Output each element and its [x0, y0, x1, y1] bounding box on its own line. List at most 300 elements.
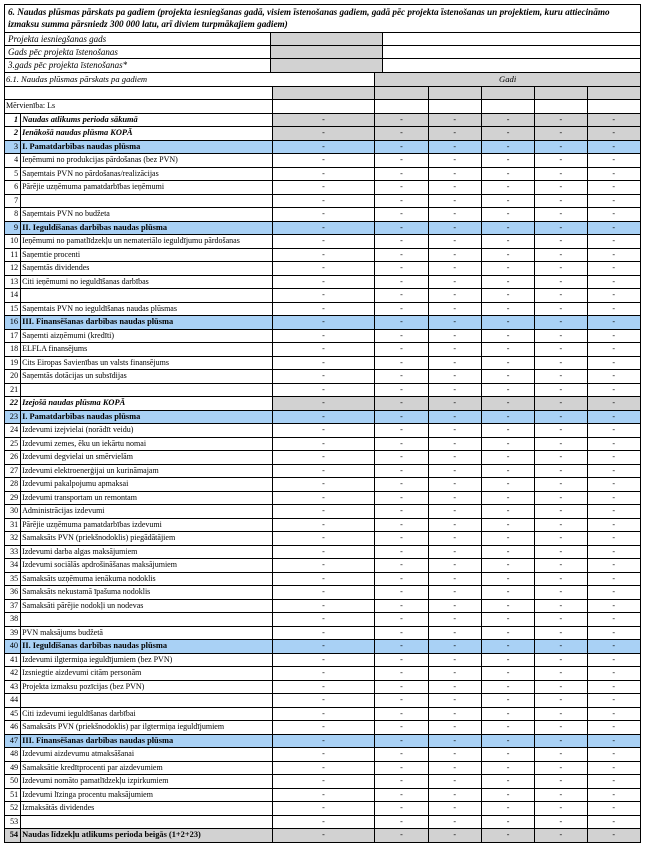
value-cell[interactable]: - — [375, 788, 428, 802]
value-cell[interactable]: - — [535, 437, 587, 451]
value-cell[interactable]: - — [375, 208, 428, 222]
value-cell[interactable]: - — [272, 437, 375, 451]
value-cell[interactable]: - — [587, 208, 640, 222]
value-cell[interactable]: - — [535, 829, 587, 843]
value-cell[interactable]: - — [481, 694, 534, 708]
value-cell[interactable]: - — [428, 451, 481, 465]
value-cell[interactable]: - — [375, 626, 428, 640]
value-cell[interactable]: - — [587, 181, 640, 195]
value-cell[interactable]: - — [587, 572, 640, 586]
value-cell[interactable]: - — [272, 721, 375, 735]
value-cell[interactable]: - — [587, 788, 640, 802]
value-cell[interactable]: - — [587, 775, 640, 789]
value-cell[interactable]: - — [272, 262, 375, 276]
value-cell[interactable]: - — [375, 154, 428, 168]
value-cell[interactable]: - — [535, 640, 587, 654]
value-cell[interactable]: - — [481, 586, 534, 600]
value-cell[interactable]: - — [535, 518, 587, 532]
value-cell[interactable]: - — [535, 680, 587, 694]
value-cell[interactable]: - — [428, 518, 481, 532]
value-cell[interactable]: - — [272, 478, 375, 492]
value-cell[interactable]: - — [428, 613, 481, 627]
value-cell[interactable]: - — [375, 734, 428, 748]
value-cell[interactable]: - — [535, 478, 587, 492]
value-cell[interactable]: - — [428, 208, 481, 222]
value-cell[interactable]: - — [272, 383, 375, 397]
value-cell[interactable]: - — [481, 397, 534, 411]
value-cell[interactable]: - — [375, 262, 428, 276]
value-cell[interactable]: - — [375, 586, 428, 600]
value-cell[interactable]: - — [375, 248, 428, 262]
value-cell[interactable]: - — [535, 653, 587, 667]
value-cell[interactable]: - — [587, 167, 640, 181]
value-cell[interactable]: - — [428, 289, 481, 303]
value-cell[interactable]: - — [481, 248, 534, 262]
value-cell[interactable]: - — [481, 167, 534, 181]
value-cell[interactable]: - — [375, 505, 428, 519]
value-cell[interactable]: - — [375, 653, 428, 667]
value-cell[interactable]: - — [481, 113, 534, 127]
value-cell[interactable]: - — [428, 194, 481, 208]
value-cell[interactable]: - — [428, 410, 481, 424]
value-cell[interactable]: - — [272, 653, 375, 667]
value-cell[interactable]: - — [481, 532, 534, 546]
value-cell[interactable]: - — [481, 464, 534, 478]
value-cell[interactable]: - — [481, 289, 534, 303]
value-cell[interactable]: - — [535, 802, 587, 816]
value-cell[interactable]: - — [272, 113, 375, 127]
value-cell[interactable]: - — [535, 181, 587, 195]
year-column-header[interactable] — [428, 86, 481, 100]
value-cell[interactable]: - — [481, 640, 534, 654]
value-cell[interactable]: - — [481, 572, 534, 586]
value-cell[interactable]: - — [481, 761, 534, 775]
value-cell[interactable]: - — [481, 518, 534, 532]
value-cell[interactable]: - — [535, 599, 587, 613]
value-cell[interactable]: - — [535, 532, 587, 546]
value-cell[interactable]: - — [428, 532, 481, 546]
value-cell[interactable]: - — [587, 667, 640, 681]
value-cell[interactable]: - — [587, 397, 640, 411]
value-cell[interactable]: - — [272, 815, 375, 829]
value-cell[interactable]: - — [272, 775, 375, 789]
value-cell[interactable]: - — [587, 329, 640, 343]
value-cell[interactable]: - — [535, 815, 587, 829]
value-cell[interactable]: - — [272, 275, 375, 289]
value-cell[interactable]: - — [481, 424, 534, 438]
value-cell[interactable]: - — [375, 478, 428, 492]
value-cell[interactable]: - — [428, 829, 481, 843]
value-cell[interactable]: - — [272, 235, 375, 249]
value-cell[interactable]: - — [375, 275, 428, 289]
value-cell[interactable]: - — [375, 181, 428, 195]
value-cell[interactable]: - — [428, 478, 481, 492]
value-cell[interactable]: - — [428, 640, 481, 654]
value-cell[interactable]: - — [587, 491, 640, 505]
value-cell[interactable]: - — [428, 262, 481, 276]
value-cell[interactable]: - — [587, 464, 640, 478]
value-cell[interactable]: - — [428, 707, 481, 721]
value-cell[interactable]: - — [481, 140, 534, 154]
value-cell[interactable]: - — [587, 289, 640, 303]
value-cell[interactable]: - — [481, 410, 534, 424]
value-cell[interactable]: - — [272, 316, 375, 330]
value-cell[interactable]: - — [428, 302, 481, 316]
value-cell[interactable]: - — [375, 680, 428, 694]
value-cell[interactable]: - — [535, 248, 587, 262]
value-cell[interactable]: - — [587, 532, 640, 546]
value-cell[interactable]: - — [428, 356, 481, 370]
value-cell[interactable]: - — [375, 667, 428, 681]
value-cell[interactable]: - — [272, 788, 375, 802]
value-cell[interactable]: - — [272, 194, 375, 208]
value-cell[interactable]: - — [587, 721, 640, 735]
value-cell[interactable]: - — [535, 667, 587, 681]
value-cell[interactable]: - — [428, 626, 481, 640]
value-cell[interactable]: - — [428, 140, 481, 154]
value-cell[interactable]: - — [481, 788, 534, 802]
value-cell[interactable]: - — [428, 572, 481, 586]
value-cell[interactable]: - — [272, 410, 375, 424]
value-cell[interactable]: - — [587, 761, 640, 775]
value-cell[interactable]: - — [428, 815, 481, 829]
value-cell[interactable]: - — [587, 802, 640, 816]
value-cell[interactable]: - — [587, 424, 640, 438]
value-cell[interactable]: - — [481, 316, 534, 330]
value-cell[interactable]: - — [272, 221, 375, 235]
value-cell[interactable]: - — [428, 383, 481, 397]
value-cell[interactable]: - — [272, 154, 375, 168]
value-cell[interactable]: - — [481, 545, 534, 559]
value-cell[interactable]: - — [375, 424, 428, 438]
value-cell[interactable]: - — [587, 235, 640, 249]
value-cell[interactable]: - — [428, 491, 481, 505]
value-cell[interactable]: - — [481, 194, 534, 208]
value-cell[interactable]: - — [481, 613, 534, 627]
value-cell[interactable]: - — [428, 248, 481, 262]
value-cell[interactable]: - — [375, 235, 428, 249]
info-value-cell[interactable] — [271, 59, 383, 72]
value-cell[interactable]: - — [587, 478, 640, 492]
value-cell[interactable]: - — [272, 626, 375, 640]
value-cell[interactable]: - — [375, 383, 428, 397]
value-cell[interactable]: - — [272, 464, 375, 478]
value-cell[interactable]: - — [587, 815, 640, 829]
value-cell[interactable]: - — [535, 275, 587, 289]
value-cell[interactable]: - — [535, 262, 587, 276]
value-cell[interactable]: - — [428, 181, 481, 195]
value-cell[interactable]: - — [481, 235, 534, 249]
value-cell[interactable]: - — [272, 289, 375, 303]
value-cell[interactable]: - — [481, 505, 534, 519]
value-cell[interactable]: - — [587, 410, 640, 424]
value-cell[interactable]: - — [587, 343, 640, 357]
value-cell[interactable]: - — [272, 734, 375, 748]
value-cell[interactable]: - — [272, 491, 375, 505]
value-cell[interactable]: - — [587, 370, 640, 384]
value-cell[interactable]: - — [375, 343, 428, 357]
value-cell[interactable]: - — [535, 208, 587, 222]
value-cell[interactable]: - — [481, 667, 534, 681]
value-cell[interactable]: - — [375, 559, 428, 573]
value-cell[interactable]: - — [428, 802, 481, 816]
value-cell[interactable]: - — [481, 748, 534, 762]
value-cell[interactable]: - — [428, 464, 481, 478]
value-cell[interactable]: - — [535, 140, 587, 154]
value-cell[interactable]: - — [428, 113, 481, 127]
value-cell[interactable]: - — [428, 721, 481, 735]
value-cell[interactable]: - — [587, 140, 640, 154]
year-column-header[interactable] — [375, 86, 428, 100]
value-cell[interactable]: - — [481, 154, 534, 168]
value-cell[interactable]: - — [375, 640, 428, 654]
value-cell[interactable]: - — [535, 748, 587, 762]
value-cell[interactable]: - — [535, 451, 587, 465]
value-cell[interactable]: - — [535, 734, 587, 748]
value-cell[interactable]: - — [481, 275, 534, 289]
value-cell[interactable]: - — [535, 424, 587, 438]
value-cell[interactable]: - — [587, 154, 640, 168]
value-cell[interactable]: - — [272, 167, 375, 181]
value-cell[interactable]: - — [272, 545, 375, 559]
value-cell[interactable]: - — [535, 221, 587, 235]
value-cell[interactable]: - — [375, 599, 428, 613]
year-column-header[interactable] — [535, 86, 587, 100]
value-cell[interactable]: - — [272, 680, 375, 694]
value-cell[interactable]: - — [272, 302, 375, 316]
value-cell[interactable]: - — [375, 113, 428, 127]
value-cell[interactable]: - — [428, 235, 481, 249]
value-cell[interactable]: - — [587, 518, 640, 532]
value-cell[interactable]: - — [587, 559, 640, 573]
value-cell[interactable]: - — [272, 329, 375, 343]
value-cell[interactable]: - — [428, 788, 481, 802]
value-cell[interactable]: - — [272, 532, 375, 546]
value-cell[interactable]: - — [587, 680, 640, 694]
value-cell[interactable]: - — [375, 167, 428, 181]
value-cell[interactable]: - — [428, 559, 481, 573]
value-cell[interactable]: - — [375, 572, 428, 586]
value-cell[interactable]: - — [272, 424, 375, 438]
value-cell[interactable]: - — [272, 208, 375, 222]
value-cell[interactable]: - — [428, 680, 481, 694]
value-cell[interactable]: - — [375, 464, 428, 478]
value-cell[interactable]: - — [587, 113, 640, 127]
value-cell[interactable]: - — [481, 221, 534, 235]
value-cell[interactable]: - — [272, 140, 375, 154]
value-cell[interactable]: - — [375, 370, 428, 384]
value-cell[interactable]: - — [481, 329, 534, 343]
value-cell[interactable]: - — [587, 599, 640, 613]
value-cell[interactable]: - — [481, 829, 534, 843]
value-cell[interactable]: - — [428, 154, 481, 168]
value-cell[interactable]: - — [428, 437, 481, 451]
value-cell[interactable]: - — [272, 572, 375, 586]
value-cell[interactable]: - — [272, 559, 375, 573]
value-cell[interactable]: - — [428, 316, 481, 330]
value-cell[interactable]: - — [481, 599, 534, 613]
value-cell[interactable]: - — [272, 397, 375, 411]
value-cell[interactable]: - — [587, 613, 640, 627]
value-cell[interactable]: - — [375, 491, 428, 505]
value-cell[interactable]: - — [481, 734, 534, 748]
value-cell[interactable]: - — [587, 586, 640, 600]
value-cell[interactable]: - — [375, 761, 428, 775]
value-cell[interactable]: - — [375, 437, 428, 451]
value-cell[interactable]: - — [375, 694, 428, 708]
value-cell[interactable]: - — [535, 559, 587, 573]
value-cell[interactable]: - — [375, 451, 428, 465]
value-cell[interactable]: - — [587, 829, 640, 843]
value-cell[interactable]: - — [272, 518, 375, 532]
value-cell[interactable]: - — [272, 802, 375, 816]
value-cell[interactable]: - — [272, 761, 375, 775]
value-cell[interactable]: - — [428, 734, 481, 748]
value-cell[interactable]: - — [535, 370, 587, 384]
value-cell[interactable]: - — [587, 127, 640, 141]
value-cell[interactable]: - — [375, 329, 428, 343]
value-cell[interactable]: - — [587, 707, 640, 721]
value-cell[interactable]: - — [481, 478, 534, 492]
value-cell[interactable]: - — [375, 140, 428, 154]
value-cell[interactable]: - — [375, 829, 428, 843]
value-cell[interactable]: - — [272, 343, 375, 357]
value-cell[interactable]: - — [375, 815, 428, 829]
value-cell[interactable]: - — [375, 721, 428, 735]
value-cell[interactable]: - — [481, 491, 534, 505]
value-cell[interactable]: - — [375, 410, 428, 424]
value-cell[interactable]: - — [272, 694, 375, 708]
value-cell[interactable]: - — [587, 626, 640, 640]
value-cell[interactable]: - — [375, 613, 428, 627]
value-cell[interactable]: - — [428, 329, 481, 343]
value-cell[interactable]: - — [535, 356, 587, 370]
value-cell[interactable]: - — [587, 302, 640, 316]
value-cell[interactable]: - — [428, 761, 481, 775]
value-cell[interactable]: - — [375, 127, 428, 141]
value-cell[interactable]: - — [375, 302, 428, 316]
value-cell[interactable]: - — [272, 613, 375, 627]
value-cell[interactable]: - — [535, 289, 587, 303]
value-cell[interactable]: - — [535, 775, 587, 789]
value-cell[interactable]: - — [587, 262, 640, 276]
value-cell[interactable]: - — [428, 545, 481, 559]
value-cell[interactable]: - — [535, 343, 587, 357]
value-cell[interactable]: - — [272, 748, 375, 762]
value-cell[interactable]: - — [587, 451, 640, 465]
value-cell[interactable]: - — [535, 383, 587, 397]
value-cell[interactable]: - — [535, 721, 587, 735]
value-cell[interactable]: - — [587, 437, 640, 451]
value-cell[interactable]: - — [481, 775, 534, 789]
value-cell[interactable]: - — [272, 127, 375, 141]
value-cell[interactable]: - — [535, 761, 587, 775]
value-cell[interactable]: - — [428, 127, 481, 141]
value-cell[interactable]: - — [375, 221, 428, 235]
value-cell[interactable]: - — [535, 127, 587, 141]
value-cell[interactable]: - — [272, 667, 375, 681]
value-cell[interactable]: - — [481, 383, 534, 397]
value-cell[interactable]: - — [375, 397, 428, 411]
value-cell[interactable]: - — [375, 356, 428, 370]
value-cell[interactable]: - — [535, 586, 587, 600]
value-cell[interactable]: - — [428, 775, 481, 789]
value-cell[interactable]: - — [587, 505, 640, 519]
value-cell[interactable]: - — [587, 316, 640, 330]
value-cell[interactable]: - — [587, 194, 640, 208]
value-cell[interactable]: - — [481, 208, 534, 222]
value-cell[interactable]: - — [272, 599, 375, 613]
value-cell[interactable]: - — [375, 316, 428, 330]
value-cell[interactable]: - — [481, 802, 534, 816]
value-cell[interactable]: - — [428, 694, 481, 708]
value-cell[interactable]: - — [535, 194, 587, 208]
value-cell[interactable]: - — [272, 640, 375, 654]
value-cell[interactable]: - — [481, 343, 534, 357]
value-cell[interactable]: - — [481, 262, 534, 276]
value-cell[interactable]: - — [535, 626, 587, 640]
value-cell[interactable]: - — [587, 694, 640, 708]
value-cell[interactable]: - — [587, 356, 640, 370]
value-cell[interactable]: - — [481, 451, 534, 465]
value-cell[interactable]: - — [587, 734, 640, 748]
value-cell[interactable]: - — [481, 815, 534, 829]
value-cell[interactable]: - — [535, 707, 587, 721]
value-cell[interactable]: - — [535, 154, 587, 168]
value-cell[interactable]: - — [535, 397, 587, 411]
value-cell[interactable]: - — [428, 397, 481, 411]
year-column-header[interactable] — [481, 86, 534, 100]
value-cell[interactable]: - — [481, 721, 534, 735]
value-cell[interactable]: - — [481, 680, 534, 694]
value-cell[interactable]: - — [375, 518, 428, 532]
value-cell[interactable]: - — [481, 653, 534, 667]
value-cell[interactable]: - — [587, 640, 640, 654]
value-cell[interactable]: - — [375, 775, 428, 789]
value-cell[interactable]: - — [481, 181, 534, 195]
value-cell[interactable]: - — [272, 181, 375, 195]
value-cell[interactable]: - — [272, 370, 375, 384]
value-cell[interactable]: - — [481, 356, 534, 370]
value-cell[interactable]: - — [535, 505, 587, 519]
value-cell[interactable]: - — [481, 559, 534, 573]
value-cell[interactable]: - — [375, 194, 428, 208]
value-cell[interactable]: - — [428, 667, 481, 681]
value-cell[interactable]: - — [587, 383, 640, 397]
value-cell[interactable]: - — [587, 221, 640, 235]
value-cell[interactable]: - — [535, 329, 587, 343]
value-cell[interactable]: - — [481, 626, 534, 640]
value-cell[interactable]: - — [535, 464, 587, 478]
value-cell[interactable]: - — [481, 302, 534, 316]
value-cell[interactable]: - — [428, 424, 481, 438]
value-cell[interactable]: - — [535, 302, 587, 316]
value-cell[interactable]: - — [375, 748, 428, 762]
year-column-header[interactable] — [272, 86, 375, 100]
value-cell[interactable]: - — [428, 653, 481, 667]
value-cell[interactable]: - — [375, 802, 428, 816]
value-cell[interactable]: - — [272, 356, 375, 370]
value-cell[interactable]: - — [587, 653, 640, 667]
value-cell[interactable]: - — [428, 221, 481, 235]
value-cell[interactable]: - — [272, 505, 375, 519]
value-cell[interactable]: - — [428, 748, 481, 762]
value-cell[interactable]: - — [375, 545, 428, 559]
value-cell[interactable]: - — [535, 316, 587, 330]
value-cell[interactable]: - — [481, 707, 534, 721]
value-cell[interactable]: - — [428, 505, 481, 519]
value-cell[interactable]: - — [535, 491, 587, 505]
